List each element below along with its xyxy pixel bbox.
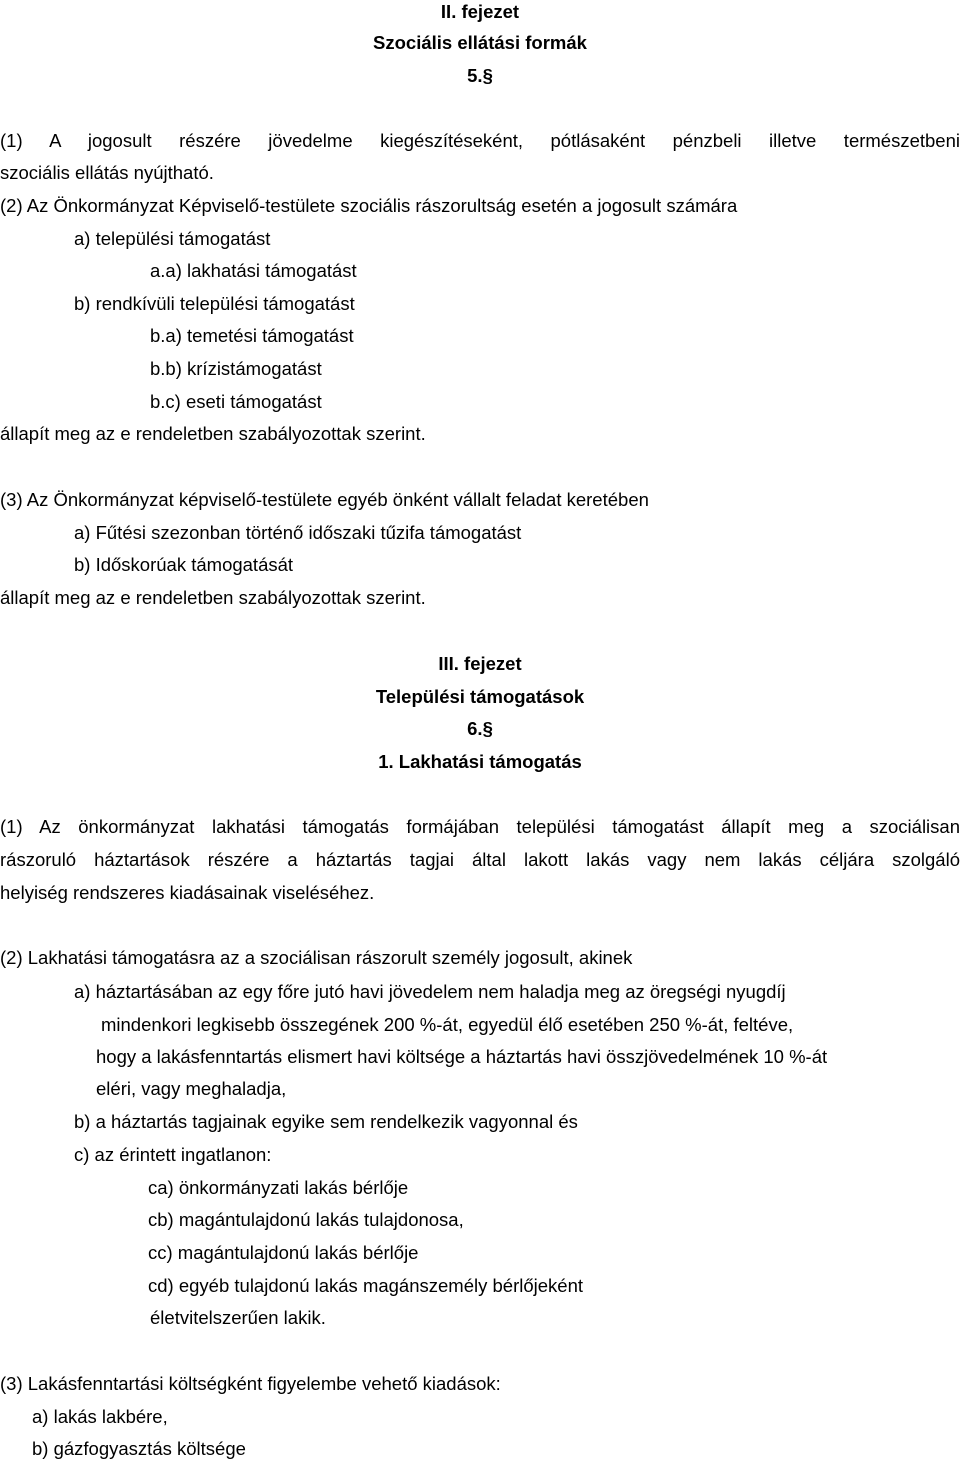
list-subitem: a.a) lakhatási támogatást <box>150 260 357 281</box>
list-item-continuation: hogy a lakásfenntartás elismert havi költsége a háztartás havi összjövedelmének 10 %-át <box>96 1046 828 1067</box>
list-item: a) települési támogatást <box>74 228 271 249</box>
section-number: 6.§ <box>467 718 493 739</box>
paragraph-close: állapít meg az e rendeletben szabályozottak szerint. <box>0 587 426 608</box>
subsection-title: 1. Lakhatási támogatás <box>378 751 582 772</box>
list-subitem: cd) egyéb tulajdonú lakás magánszemély bérlőjeként <box>148 1275 584 1296</box>
paragraph-line: rászoruló háztartások részére a háztartás tagjai által lakott lakás vagy nem lakás céljára szolgáló <box>0 849 960 870</box>
list-subitem: cc) magántulajdonú lakás bérlője <box>148 1242 419 1263</box>
list-item: a) lakás lakbére, <box>32 1406 168 1427</box>
list-subitem: cb) magántulajdonú lakás tulajdonosa, <box>148 1209 464 1230</box>
paragraph-line: (1) Az önkormányzat lakhatási támogatás formájában települési támogatást állapít meg a szociálisan <box>0 816 960 837</box>
list-subitem: ca) önkormányzati lakás bérlője <box>148 1177 409 1198</box>
list-item-continuation: mindenkori legkisebb összegének 200 %-át, egyedül élő esetében 250 %-át, feltéve, <box>101 1014 794 1035</box>
paragraph-intro: (2) Lakhatási támogatásra az a szociálisan rászorult személy jogosult, akinek <box>0 947 633 968</box>
paragraph-line: (1) A jogosult részére jövedelme kiegészítéseként, pótlásaként pénzbeli illetve természetbeni <box>0 130 960 151</box>
list-item: b) Időskorúak támogatását <box>74 554 294 575</box>
paragraph-line: helyiség rendszeres kiadásainak viseléséhez. <box>0 882 375 903</box>
list-item: b) a háztartás tagjainak egyike sem rendelkezik vagyonnal és <box>74 1111 578 1132</box>
list-item-continuation: eléri, vagy meghaladja, <box>96 1078 287 1099</box>
list-item: a) háztartásában az egy főre jutó havi jövedelem nem haladja meg az öregségi nyugdíj <box>74 981 786 1002</box>
list-item: b) gázfogyasztás költsége <box>32 1438 246 1459</box>
chapter-title: Települési támogatások <box>375 686 585 707</box>
list-subitem: b.b) krízistámogatást <box>150 358 322 379</box>
section-number: 5.§ <box>467 65 493 86</box>
chapter-heading: III. fejezet <box>438 653 522 674</box>
list-item: b) rendkívüli települési támogatást <box>74 293 355 314</box>
list-subitem: b.c) eseti támogatást <box>150 391 322 412</box>
paragraph-intro: (2) Az Önkormányzat Képviselő-testülete szociális rászorultság esetén a jogosult számára <box>0 195 738 216</box>
chapter-heading: II. fejezet <box>440 1 520 22</box>
list-item: c) az érintett ingatlanon: <box>74 1144 272 1165</box>
list-item: a) Fűtési szezonban történő időszaki tűzifa támogatást <box>74 522 522 543</box>
paragraph-line: szociális ellátás nyújtható. <box>0 162 214 183</box>
paragraph-intro: (3) Lakásfenntartási költségként figyelembe vehető kiadások: <box>0 1373 501 1394</box>
list-subitem-continuation: életvitelszerűen lakik. <box>150 1307 326 1328</box>
chapter-title: Szociális ellátási formák <box>373 32 587 53</box>
paragraph-close: állapít meg az e rendeletben szabályozottak szerint. <box>0 423 426 444</box>
list-subitem: b.a) temetési támogatást <box>150 325 354 346</box>
paragraph-intro: (3) Az Önkormányzat képviselő-testülete egyéb önként vállalt feladat keretében <box>0 489 649 510</box>
